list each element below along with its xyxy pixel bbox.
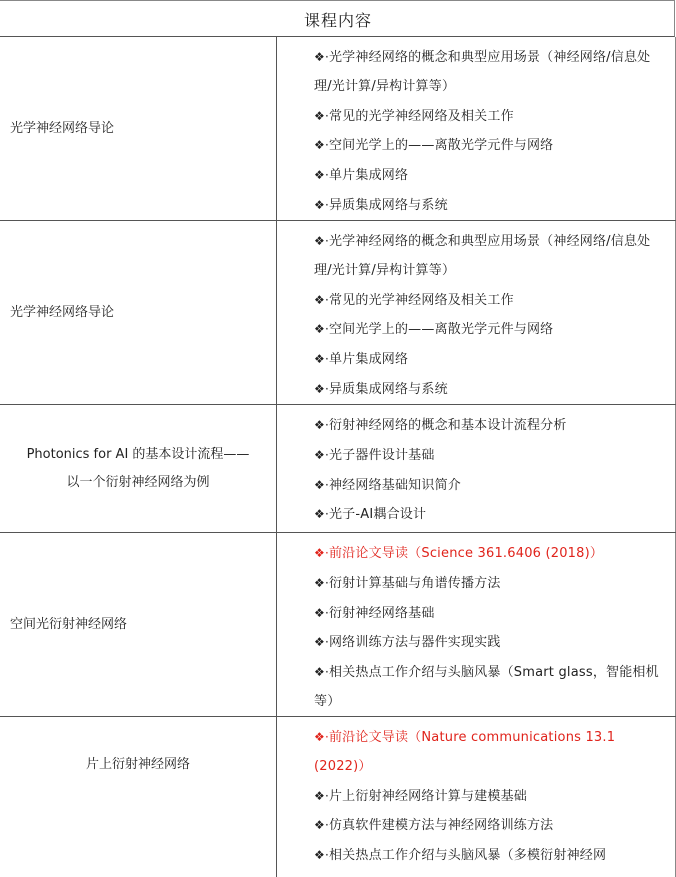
table-header-title: 课程内容 [303,11,372,30]
list-item: ❖·异质集成网络与系统 [314,197,448,213]
row-topic-text: 光学神经网络导论 [10,304,115,320]
row-topic-text: 空间光衍射神经网络 [10,616,128,632]
table-row [0,221,676,405]
row-topic [0,221,276,404]
table-row [0,37,676,221]
row-topic [0,533,276,716]
list-item: ❖·神经网络基础知识简介 [314,477,461,493]
row-topic-line: 以一个衍射神经网络为例 [66,474,210,490]
row-items [314,411,666,530]
row-items [314,539,666,717]
row-items [314,43,666,221]
row-items [314,227,666,405]
list-item: ❖·常见的光学神经网络及相关工作 [314,292,514,308]
list-item: ❖·空间光学上的——离散光学元件与网络 [314,322,554,338]
list-item: ❖·片上衍射神经网络计算与建模基础 [314,788,527,804]
list-item: ❖·相关热点工作介绍与头脑风暴（多模衍射神经网 [314,848,607,864]
list-item: ❖·衍射神经网络基础 [314,605,435,621]
table-row [0,533,676,717]
table-row [0,717,676,877]
list-item: ❖·光子-AI耦合设计 [314,507,427,523]
list-item: ❖·仿真软件建模方法与神经网络训练方法 [314,818,554,834]
row-topic [0,405,276,532]
list-item-highlight: ❖·前沿论文导读（Nature communications 13.1 (2022)） [314,730,616,774]
table-header [0,0,675,37]
list-item: ❖·单片集成网络 [314,352,409,368]
row-topic-text: 光学神经网络导论 [10,120,115,136]
row-items [314,723,666,871]
list-item: ❖·光学神经网络的概念和典型应用场景（神经网络/信息处理/光计算/异构计算等） [314,50,651,94]
table-row [0,405,676,533]
row-topic [0,717,276,813]
list-item: ❖·空间光学上的——离散光学元件与网络 [314,138,554,154]
list-item: ❖·衍射神经网络的概念和基本设计流程分析 [314,418,567,433]
list-item-highlight: ❖·前沿论文导读（Science 361.6406 (2018)） [314,546,604,561]
list-item: ❖·光子器件设计基础 [314,447,435,463]
list-item: ❖·异质集成网络与系统 [314,381,448,397]
row-topic-line: Photonics for AI 的基本设计流程—— [26,446,250,462]
list-item: ❖·衍射计算基础与角谱传播方法 [314,575,501,591]
row-topic-text: 片上衍射神经网络 [85,757,190,772]
list-item: ❖·相关热点工作介绍与头脑风暴（Smart glass，智能相机等） [314,665,659,709]
list-item: ❖·光学神经网络的概念和典型应用场景（神经网络/信息处理/光计算/异构计算等） [314,234,651,278]
row-topic [0,37,276,220]
list-item: ❖·单片集成网络 [314,168,409,184]
list-item: ❖·网络训练方法与器件实现实践 [314,635,501,651]
list-item: ❖·常见的光学神经网络及相关工作 [314,108,514,124]
